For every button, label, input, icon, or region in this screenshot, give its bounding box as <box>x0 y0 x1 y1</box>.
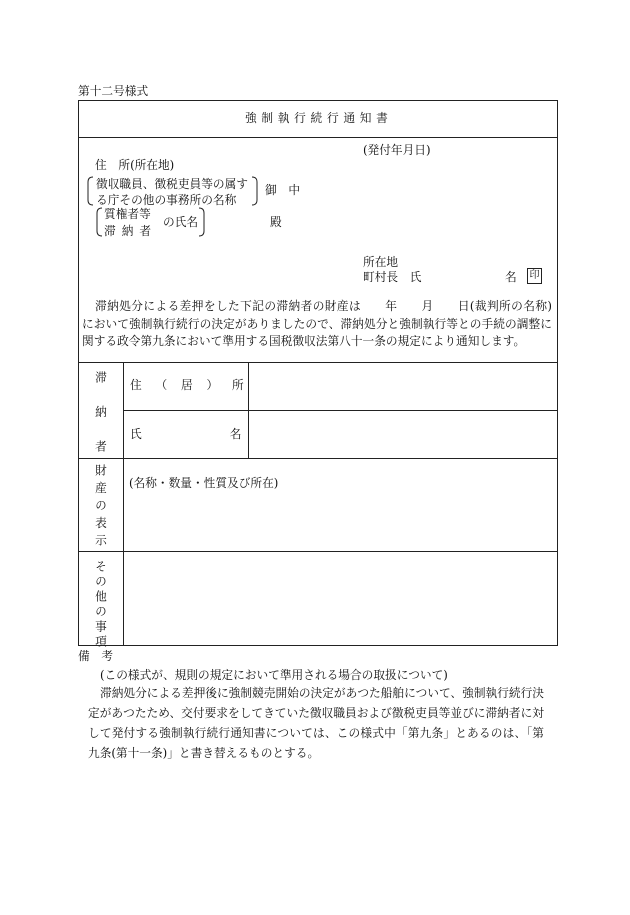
remarks-subheading: (この様式が、規則の規定において準用される場合の取扱について) <box>100 668 448 682</box>
sender-name-suffix: 名 <box>505 270 517 284</box>
office-right-bracket <box>252 177 257 205</box>
other-matters-label: その他の事項 <box>94 560 108 650</box>
delinquent-row-divider <box>123 410 558 411</box>
seal-mark: 印 <box>527 268 542 284</box>
remarks-line-1: 滞納処分による差押後に強制競売開始の決定があつた船舶について、強制執行続行決 <box>100 686 544 700</box>
property-hint: (名称・数量・性質及び所在) <box>129 476 279 490</box>
office-left-bracket <box>88 177 93 205</box>
remarks-line-2: 定があつたため、交付要求をしてきていた徴収職員および徴税吏員等並びに滞納者に対 <box>88 706 544 720</box>
addressee-office-honorific: 御 中 <box>265 183 301 197</box>
addressee-office-line-1: 徴収職員、徴税吏員等の属す <box>96 177 248 191</box>
other-divider <box>78 551 558 552</box>
label-column-divider <box>123 362 124 645</box>
addressee-person-suffix: の氏名 <box>163 215 199 229</box>
notice-line-2: において強制執行続行の決定がありましたので、滞納処分と強制執行等との手続の調整に <box>82 317 552 331</box>
issue-date: (発付年月日) <box>363 143 431 157</box>
notice-line-3: 関する政令第九条において準用する国税徴収法第八十一条の規定により通知します。 <box>82 334 526 348</box>
remarks-line-3: して発付する強制執行続行通知書については、この様式中「第九条」とあるのは、「第 <box>88 726 544 740</box>
address-label: 住 所(所在地) <box>95 158 175 172</box>
form-number: 第十二号様式 <box>78 84 149 98</box>
delinquent-label: 滞納者 <box>94 371 108 476</box>
property-label: 財産の表示 <box>94 464 108 552</box>
person-left-bracket <box>97 208 102 236</box>
remarks-line-4: 九条(第十一条)」と書き替えるものとする。 <box>88 746 320 760</box>
person-right-bracket <box>199 208 204 236</box>
sender-title-label: 町村長 氏 <box>363 270 422 284</box>
delinquent-address-label: 住（居）所 <box>130 378 258 392</box>
remarks-heading: 備 考 <box>78 649 114 663</box>
addressee-person-line-2: 滞納者 <box>104 224 158 238</box>
brackets <box>0 0 630 300</box>
addressee-person-honorific: 殿 <box>270 215 282 229</box>
delinquent-name-label: 氏名 <box>130 427 330 441</box>
form-title: 強制執行続行通知書 <box>245 111 393 125</box>
addressee-person-line-1: 質権者等 <box>104 207 151 221</box>
notice-line-1: 滞納処分による差押をした下記の滞納者の財産は 年 月 日(裁判所の名称) <box>95 299 552 313</box>
header-divider <box>78 362 558 363</box>
addressee-office-line-2: る庁その他の事務所の名称 <box>96 193 237 207</box>
sublabel-column-divider <box>248 362 249 458</box>
sender-location-label: 所在地 <box>363 255 399 269</box>
property-divider <box>78 458 558 459</box>
